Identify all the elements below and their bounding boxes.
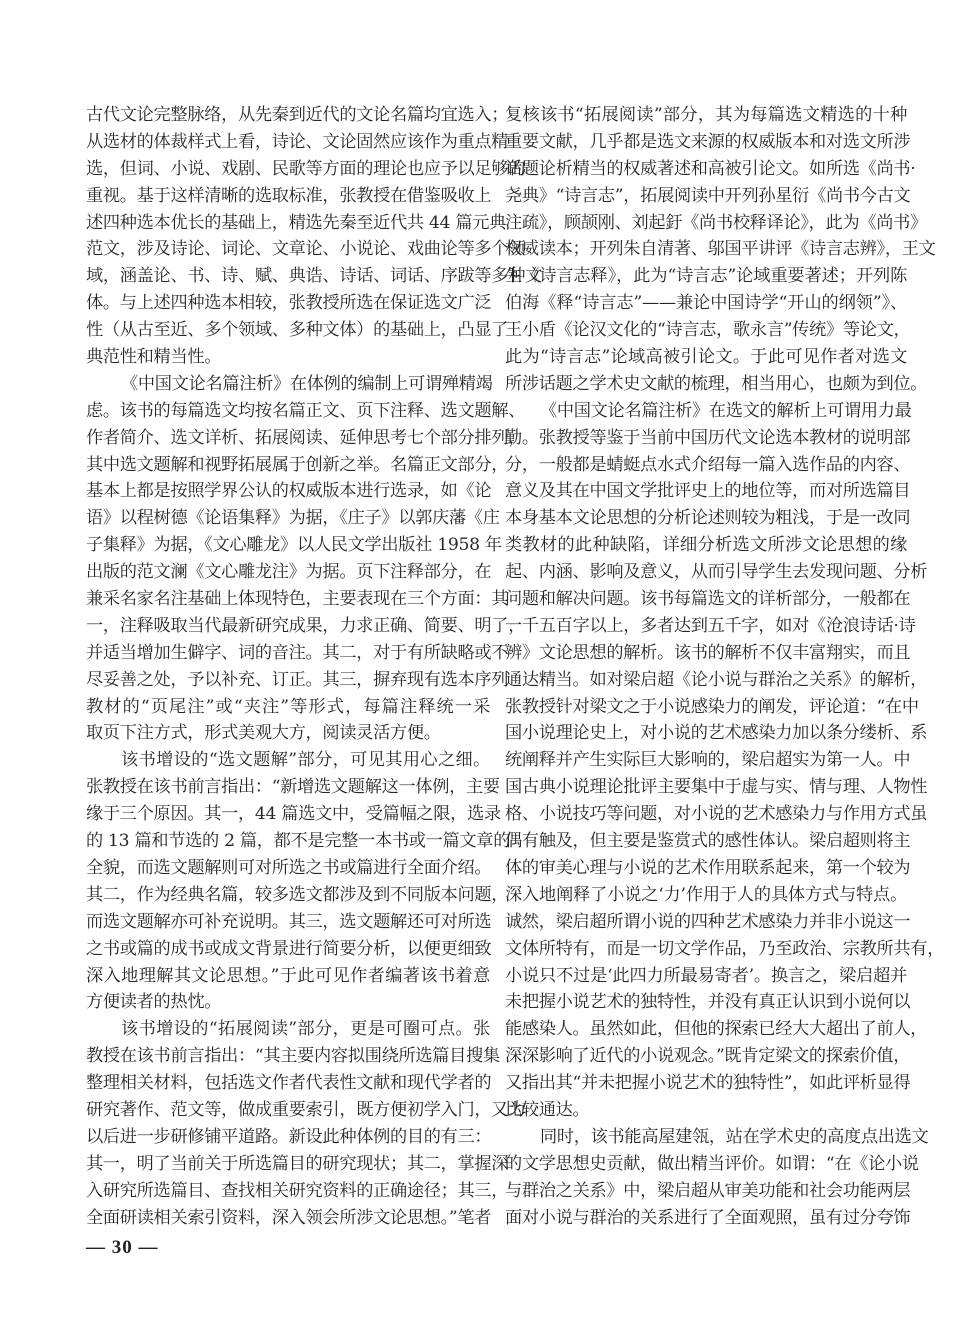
text-line: 的文学思想史贡献，做出精当评价。如谓：“在《论小说 [505,1153,919,1174]
text-line: 又指出其“并未把握小说艺术的独特性”，如此评析显得 [505,1073,911,1094]
text-line: 此为“诗言志”论域高被引论文。于此可见作者对选文 [505,347,907,368]
text-line: 域，涵盖论、书、诗、赋、典诰、诗话、词话、序跋等多种文 [86,266,542,287]
text-line: 面对小说与群治的关系进行了全面观照，虽有过分夸饰 [505,1207,911,1228]
text-line: 复核该书“拓展阅读”部分，其为每篇选文精选的十种 [505,105,907,125]
text-line: 体的审美心理与小说的艺术作用联系起来，第一个较为 [505,857,911,878]
text-line: 偶有触及，但主要是鉴赏式的感性体认。梁启超则将主 [505,831,911,852]
text-line: 其一，明了当前关于所选篇目的研究现状；其二，掌握深 [86,1153,509,1174]
text-line: 的 13 篇和节选的 2 篇，都不是完整一本书或一篇文章的 [86,831,511,852]
text-line: 分，一般都是蜻蜓点水式介绍每一篇入选作品的内容、 [505,454,911,475]
text-line: 该书增设的“选文题解”部分，可见其用心之细。 [121,750,490,771]
text-line: 深入地理解其文论思想。”于此可见作者编著该书着意 [86,965,490,986]
text-line: 兼采名家名注基础上体现特色，主要表现在三个方面：其 [86,589,509,610]
text-line: 辨》文论思想的解析。该书的解析不仅丰富翔实，而且 [505,642,911,663]
text-line: 伯海《释“诗言志”——兼论中国诗学“开山的纲领”》、 [505,293,907,314]
text-line: 尽妥善之处，予以补充、订正。其三，摒弃现有选本序列 [86,669,509,690]
text-line: 与群治之关系》中，梁启超从审美功能和社会功能两层 [505,1180,911,1201]
paragraph [86,102,542,371]
text-line: 全貌，而选文题解则可对所选之书或篇进行全面介绍。 [86,857,492,878]
text-line: 一千五百字以上，多者达到五千字，如对《沧浪诗话·诗 [505,615,916,636]
text-line: 基本上都是按照学界公认的权威版本进行选录，如《论 [86,481,492,502]
text-line: 出版的范文澜《文心雕龙注》为据。页下注释部分，在 [86,562,492,583]
text-line: 其中选文题解和视野拓展属于创新之举。名篇正文部分， [86,454,509,475]
text-line: 小说只不过是‘此四力所最易寄者’。换言之，梁启超并 [505,965,907,986]
right-column [505,102,945,1231]
text-line: 重视。基于这样清晰的选取标准，张教授在借鉴吸收上 [86,185,492,206]
text-line: 子集释》为据，《文心雕龙》以人民文学出版社 1958 年 [86,535,502,556]
text-line: 教授在该书前言指出：“其主要内容拟围绕所选篇目搜集 [86,1046,500,1067]
text-line: 未把握小说艺术的独特性，并没有真正认识到小说何以 [505,992,911,1013]
text-line: 国小说理论史上，对小说的艺术感染力加以条分缕析、系 [505,723,928,744]
text-line: 典范性和精当性。 [86,347,222,368]
text-line: 问题和解决问题。该书每篇选文的详析部分，一般都在 [505,589,911,610]
text-line: 一，注释吸取当代最新研究成果，力求正确、简要、明了， [86,615,526,636]
text-line: 缘于三个原因。其一，44 篇选文中，受篇幅之限，选录 [86,804,501,825]
text-line: 勤。张教授等鉴于当前中国历代文论选本教材的说明部 [505,427,911,448]
text-line: 入研究所选篇目、查找相关研究资料的正确途径；其三， [86,1180,509,1201]
text-line: 整理相关材料，包括选文作者代表性文献和现代学者的 [86,1073,492,1094]
text-line: 所涉话题之学术史文献的梳理，相当用心，也颇为到位。 [505,373,928,394]
text-line: 以后进一步研修铺平道路。新设此种体例的目的有三： [86,1126,492,1147]
text-line: 古代文论完整脉络，从先秦到近代的文论名篇均宜选入； [86,105,509,125]
text-line: 尧典》“诗言志”，拓展阅读中开列孙星衍《尚书今古文 [505,185,911,206]
text-line: 语》以程树德《论语集释》为据，《庄子》以郭庆藩《庄 [86,508,500,529]
text-line: 本身基本文论思想的分析论述则较为粗浅，于是一改同 [505,508,911,529]
text-line: 该书增设的“拓展阅读”部分，更是可圈可点。张 [121,1019,490,1040]
text-line: 作者简介、选文详析、拓展阅读、延伸思考七个部分排列， [86,427,526,448]
text-line: 而选文题解亦可补充说明。其三，选文题解还可对所选 [86,911,492,932]
text-line: 深深影响了近代的小说观念。”既肯定梁文的探索价值， [505,1046,911,1067]
paragraph [505,102,936,398]
text-line: 国古典小说理论批评主要集中于虚与实、情与理、人物性 [505,777,928,798]
text-line: 《中国文论名篇注析》在体例的编制上可谓殚精竭 [121,373,493,394]
paragraph [86,1016,526,1231]
text-line: 选，但词、小说、戏剧、民歌等方面的理论也应予以足够的 [86,158,526,179]
text-line: 之书或篇的成书或成文背景进行简要分析，以便更细致 [86,938,492,959]
text-line: 教材的“页尾注”或“夹注”等形式，每篇注释统一采 [86,696,490,717]
text-line: 权威读本；开列朱自清著、邬国平讲评《诗言志辨》，王文 [505,239,936,260]
text-line: 从选材的体裁样式上看，诗论、文论固然应该作为重点精 [86,131,509,152]
text-line: 其二，作为经典名篇，较多选文都涉及到不同版本问题， [86,884,509,905]
text-line: 通达精当。如对梁启超《论小说与群治之关系》的解析， [505,669,928,690]
text-line: 注疏》，顾颉刚、刘起釪《尚书校释译论》，此为《尚书》 [505,212,927,233]
text-line: 文体所特有，而是一切文学作品，乃至政治、宗教所共有， [505,938,945,959]
left-column [86,102,542,1231]
text-line: 取页下注方式，形式美观大方，阅读灵活方便。 [86,723,441,744]
text-line: 格、小说技巧等问题，对小说的艺术感染力与作用方式虽 [505,804,928,825]
page-number: — 30 — [86,1237,159,1258]
text-line: 统阐释并产生实际巨大影响的，梁启超实为第一人。中 [505,750,911,771]
text-line: 方便读者的热忱。 [86,992,222,1013]
paragraph [505,398,945,1124]
text-line: 同时，该书能高屋建瓴，站在学术史的高度点出选文 [540,1126,929,1147]
text-line: 虑。该书的每篇选文均按名篇正文、页下注释、选文题解、 [86,400,526,421]
text-line: 比较通达。 [505,1099,590,1120]
text-line: 能感染人。虽然如此，但他的探索已经大大超出了前人， [505,1019,928,1040]
text-line: 体。与上述四种选本相较，张教授所选在保证选文广泛 [86,293,492,314]
paragraph [86,371,526,747]
text-line: 王小盾《论汉文化的“诗言志，歌永言”传统》等论文， [505,320,911,341]
text-line: 话题论析精当的权威著述和高被引论文。如所选《尚书· [505,158,916,179]
text-line: 起、内涵、影响及意义，从而引导学生去发现问题、分析 [505,562,928,583]
text-line: 全面研读相关索引资料，深入领会所涉文论思想。”笔者 [86,1207,492,1228]
paragraph [505,1124,929,1232]
paragraph [86,747,511,1016]
text-line: 生《诗言志释》，此为“诗言志”论域重要著述；开列陈 [505,266,907,287]
text-line: 研究著作、范文等，做成重要索引，既方便初学入门，又为 [86,1099,526,1120]
text-line: 性（从古至近、多个领域、多种文体）的基础上，凸显了 [86,320,509,341]
text-line: 并适当增加生僻字、词的音注。其二，对于有所缺略或不 [86,642,509,663]
text-line: 类教材的此种缺陷，详细分析选文所涉文论思想的缘 [505,535,907,556]
text-line: 诚然，梁启超所谓小说的四种艺术感染力并非小说这一 [505,911,911,932]
text-line: 范文，涉及诗论、词论、文章论、小说论、戏曲论等多个领 [86,239,526,260]
text-line: 张教授在该书前言指出：“新增选文题解这一体例，主要 [86,777,500,798]
text-line: 意义及其在中国文学批评史上的地位等，而对所选篇目 [505,481,911,502]
text-line: 张教授针对梁文之于小说感染力的阐发，评论道：“在中 [505,696,919,717]
text-line: 《中国文论名篇注析》在选文的解析上可谓用力最 [540,400,912,421]
text-line: 述四种选本优长的基础上，精选先秦至近代共 44 篇元典 [86,212,507,233]
text-line: 深入地阐释了小说之‘力’作用于人的具体方式与特点。 [505,884,907,905]
text-line: 重要文献，几乎都是选文来源的权威版本和对选文所涉 [505,131,911,152]
